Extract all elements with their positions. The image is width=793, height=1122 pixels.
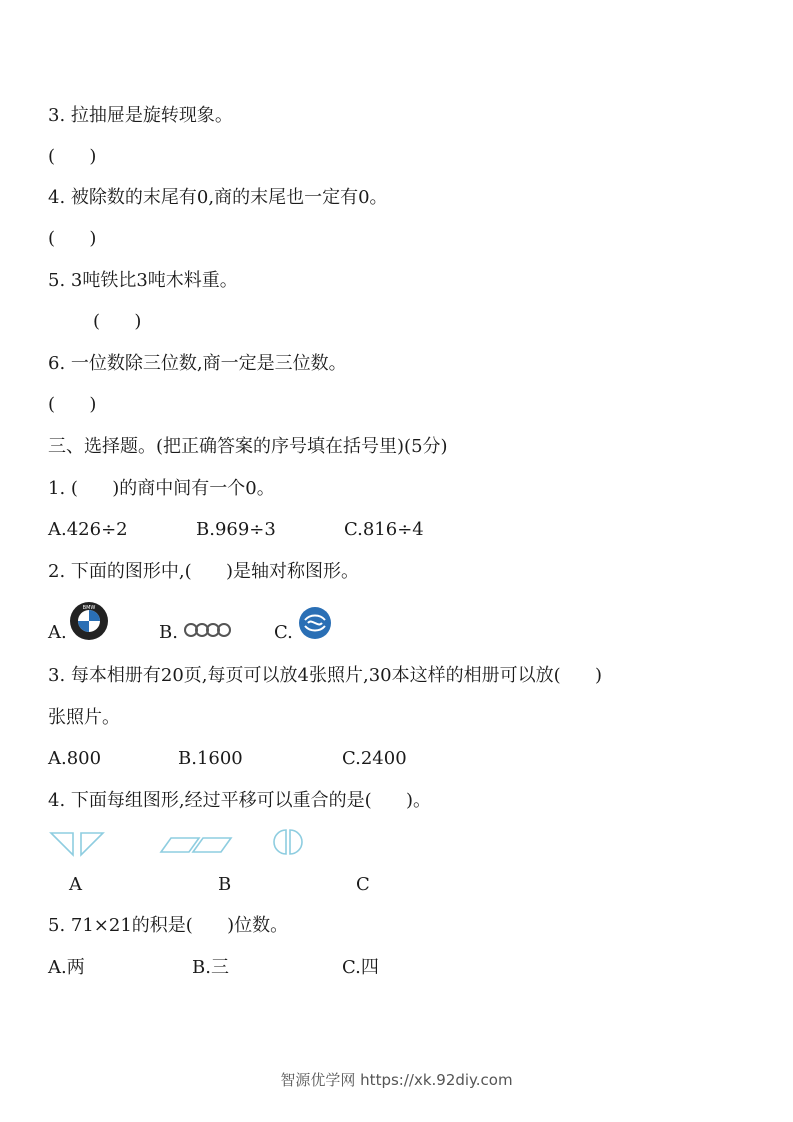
judge-q5: 5. 3吨铁比3吨木料重。 [48, 270, 238, 291]
choice-q3-line2: 张照片。 [48, 707, 120, 728]
choice-q4-label-b: B [218, 874, 232, 895]
choice-q2: 2. 下面的图形中,( )是轴对称图形。 [48, 561, 359, 582]
china-mobile-logo-icon [298, 606, 332, 640]
judge-q6-paren: ( ) [48, 394, 97, 415]
judge-q3-paren: ( ) [48, 146, 97, 167]
choice-q1: 1. ( )的商中间有一个0。 [48, 478, 275, 499]
footer-watermark: 智源优学网 https://xk.92diy.com [280, 1071, 513, 1089]
audi-rings-icon [183, 622, 235, 638]
choice-q3-option-b: B.1600 [178, 748, 243, 769]
choice-q1-option-b: B.969÷3 [196, 519, 276, 540]
choice-q4-label-a: A [69, 874, 82, 895]
judge-q5-paren: ( ) [93, 311, 142, 332]
choice-q5-option-a: A.两 [48, 957, 85, 978]
choice-q3-option-c: C.2400 [342, 748, 407, 769]
bmw-logo-icon [69, 601, 109, 641]
bmw-logo-text: BMW [82, 605, 96, 611]
choice-q5-option-c: C.四 [342, 957, 379, 978]
judge-q4: 4. 被除数的末尾有0,商的末尾也一定有0。 [48, 187, 388, 208]
choice-q1-option-c: C.816÷4 [344, 519, 424, 540]
judge-q3: 3. 拉抽屉是旋转现象。 [48, 105, 233, 126]
choice-q5-option-b: B.三 [192, 957, 229, 978]
choice-q3-option-a: A.800 [48, 748, 102, 769]
choice-heading: 三、选择题。(把正确答案的序号填在括号里)(5分) [48, 436, 448, 457]
choice-q2-option-c: C. [274, 622, 293, 643]
judge-q6: 6. 一位数除三位数,商一定是三位数。 [48, 353, 347, 374]
choice-q4: 4. 下面每组图形,经过平移可以重合的是( )。 [48, 790, 431, 811]
judge-q4-paren: ( ) [48, 228, 97, 249]
choice-q3-line1: 3. 每本相册有20页,每页可以放4张照片,30本这样的相册可以放( ) [48, 665, 602, 686]
parallelograms-pair-shape [159, 836, 233, 854]
semicircles-pair-shape [271, 828, 305, 856]
choice-q2-option-b: B. [159, 622, 178, 643]
choice-q4-label-c: C [356, 874, 370, 895]
choice-q2-option-a: A. [48, 622, 67, 643]
choice-q5: 5. 71×21的积是( )位数。 [48, 915, 289, 936]
triangles-pair-shape [49, 831, 105, 857]
choice-q1-option-a: A.426÷2 [48, 519, 128, 540]
